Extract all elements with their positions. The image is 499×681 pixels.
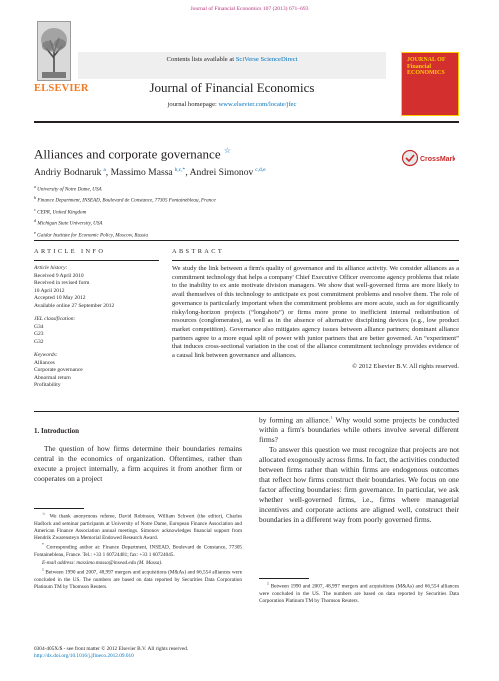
footnotes-left xyxy=(34,508,242,592)
tree-emblem-icon xyxy=(37,21,71,81)
affiliation-text: Michigan State University, USA xyxy=(37,220,103,227)
footnote-ref[interactable]: 1 xyxy=(330,415,333,420)
article-title-text: Alliances and corporate governance xyxy=(34,146,221,162)
author-separator: , xyxy=(185,167,190,179)
jel-code: G23 xyxy=(34,331,44,337)
paragraph-text: by forming an alliance. xyxy=(259,415,331,425)
cover-line-3: ECONOMICS xyxy=(407,70,445,76)
keyword: Abnormal return xyxy=(34,374,71,381)
jel-classification xyxy=(34,316,159,346)
title-footnote-mark[interactable]: ☆ xyxy=(223,146,232,155)
article-history xyxy=(34,265,159,310)
contents-line xyxy=(78,56,386,63)
footnote-text: We thank anonymous referee, David Robinson, William Schwert (the editor), Charles Hadlock and seminar participants at University of Notre Dame, European Finance Association and American Finance Association annual meetings. Simonov acknowledges financial support from Hendrik Zwarensteyn Memorial Endowed Research Award. xyxy=(34,513,243,542)
keywords xyxy=(34,352,159,390)
body-column-right xyxy=(259,413,459,525)
footnote-rule xyxy=(34,508,84,509)
abstract xyxy=(172,265,459,371)
history-line: Received 9 April 2010 xyxy=(34,272,84,279)
history-line: Received in revised form xyxy=(34,280,90,286)
footnote-text[interactable]: E-mail address: massimo.massa@insead.edu (M. Massa). xyxy=(42,559,163,566)
footnote-mark: * xyxy=(42,543,44,548)
jel-label: JEL classification: xyxy=(34,316,76,322)
doi-link[interactable]: http://dx.doi.org/10.1016/j.jfineco.2012.09.010 xyxy=(34,653,134,660)
affiliation-mark: b xyxy=(34,195,37,201)
paragraph-text: Why would some projects be conducted within a firm's boundaries while others involve several different firms? xyxy=(259,415,460,445)
author-affiliation-mark[interactable]: a xyxy=(103,167,106,173)
affiliation xyxy=(34,217,216,228)
history-line: Accepted 10 May 2012 xyxy=(34,295,86,301)
article-title xyxy=(34,146,231,162)
affiliation-mark: c xyxy=(34,206,36,212)
footnote xyxy=(34,560,242,567)
footnote-mark: 1 xyxy=(267,581,269,586)
abstract-bottom-rule xyxy=(34,411,459,412)
keyword: Profitability xyxy=(34,382,61,388)
cover-text xyxy=(407,57,446,77)
footnote-text: Between 1990 and 2007, 48,997 mergers and acquisitions (M&As) and 66,554 alliances were concluded in the US. The numbers are based on data reported by Securities Data Corporation Platinum TM by Thomson Reuters. xyxy=(34,569,243,591)
body-paragraph: To answer this question we must recognize that projects are not allocated exogenously across firms. In fact, the activities conducted between firms rather than within firms are endogenous outcomes that reflect how firms construct their boundaries. We focus on one factor affecting boundaries: firm governance. In particular, we ask whether well-governed firms, i.e., firms where managerial incentives and corporate actions are aligned well, construct their boundaries in a different way from poorly governed firms. xyxy=(259,445,459,525)
footnote-text: Corresponding author at: Finance Department, INSEAD, Boulevard de Constance, 77305 Fontainebleau, France. Tel.: +33 1 60724481; fax: +33 1 60724045. xyxy=(34,545,243,559)
footnotes-right xyxy=(259,578,459,605)
affiliation-mark: e xyxy=(34,229,36,235)
affiliation xyxy=(34,194,216,205)
title-block-rule xyxy=(34,240,459,241)
footnote xyxy=(259,581,459,606)
crossmark-badge[interactable] xyxy=(401,148,455,168)
journal-homepage xyxy=(78,101,386,108)
author-name: Andriy Bodnaruk xyxy=(34,167,102,179)
journal-title: Journal of Financial Economics xyxy=(149,80,315,95)
section-heading: 1. Introduction xyxy=(34,427,79,435)
affiliation-text: Gaidar Institute for Economic Policy, Moscow, Russia xyxy=(37,232,148,239)
affiliation-text: CEPR, United Kingdom xyxy=(37,209,87,216)
running-head: Journal of Financial Economics 107 (2013) 671–693 xyxy=(190,6,309,12)
article-info-rule xyxy=(34,260,159,261)
author-affiliation-mark[interactable]: c,d,e xyxy=(255,167,266,173)
footnote xyxy=(34,567,242,592)
sciencedirect-link[interactable]: SciVerse ScienceDirect xyxy=(235,56,298,63)
author[interactable] xyxy=(34,167,111,178)
masthead-rule xyxy=(34,121,459,123)
abstract-text: We study the link between a firm's quality of governance and its alliance activity. We consider alliances as a commitment technology that helps a company' Chief Executive Officer overcome agency problems that relate to the inability to ex ante motivate division managers. We show that well-governed firms are more likely to avail themselves of this technology to anticipate ex post commitment problems and resolve them. The role of governance is particularly important when the commitment problems are more acute, such as for significantly risky/long-horizon projects (“longshots”) or firms more prone to inefficient internal redistribution of resources (conglomerates), as well as in the absence of alternative disciplining devices (e.g., low product market competition). Governance also mitigates agency issues between alliance partners; dominant alliance partners agree to a more equal split of power with junior partners that are better governed. An “experiment” that induces cross-sectional variation in the cost of the alliance commitment technology provides evidence of a causal link between governance and alliances. xyxy=(172,265,459,360)
affiliation-text: University of Notre Dame, USA xyxy=(37,186,102,193)
keywords-label: Keywords: xyxy=(34,352,58,358)
history-line: Available online 27 September 2012 xyxy=(34,302,115,309)
author-affiliation-mark[interactable]: b,c,* xyxy=(174,167,186,173)
affiliation xyxy=(34,206,216,217)
abstract-heading: ABSTRACT xyxy=(172,248,225,255)
cover-line-1: JOURNAL OF xyxy=(407,57,446,63)
abstract-copyright: © 2012 Elsevier B.V. All rights reserved. xyxy=(352,362,459,370)
publisher-wordmark: ELSEVIER xyxy=(34,83,89,94)
article-info xyxy=(34,265,159,396)
footnote-mark: 1 xyxy=(42,568,44,573)
jel-code: G32 xyxy=(34,338,44,345)
author-list xyxy=(34,167,266,178)
footnote-rule xyxy=(259,578,309,579)
affiliation xyxy=(34,229,216,240)
author-name: Massimo Massa xyxy=(110,167,173,179)
author[interactable] xyxy=(111,167,190,178)
affiliation-text: Finance Department, INSEAD, Boulevard de Constance, 77305 Fontainebleau, France xyxy=(37,198,216,205)
front-matter-notice xyxy=(34,646,242,661)
footnote xyxy=(34,511,242,543)
homepage-link[interactable]: www.elsevier.com/locate/jfec xyxy=(218,101,297,108)
cover-line-2: Financial xyxy=(407,63,432,70)
homepage-prefix: journal homepage: xyxy=(167,101,219,108)
history-line: 10 April 2012 xyxy=(34,287,65,294)
history-label: Article history: xyxy=(34,265,68,271)
abstract-rule xyxy=(172,260,459,261)
footnote xyxy=(34,542,242,559)
body-paragraph xyxy=(259,413,459,445)
keyword: Corporate governance xyxy=(34,367,83,373)
author-separator: , xyxy=(105,167,111,179)
jel-code: G34 xyxy=(34,323,44,330)
affiliation xyxy=(34,183,216,194)
affiliations xyxy=(34,183,216,240)
affiliation-mark: d xyxy=(34,218,37,224)
affiliation-mark: a xyxy=(34,184,36,189)
footnote-text: Between 1990 and 2007, 48,997 mergers and acquisitions (M&As) and 66,554 alliances were concluded in the US. The numbers are based on data reported by Securities Data Corporation Platinum TM by Thomson Reuters. xyxy=(259,583,460,604)
footnote-list xyxy=(34,511,242,592)
keyword: Alliances xyxy=(34,359,55,366)
footnote-mark: ☆ xyxy=(42,511,47,516)
author-name: Andrei Simonov xyxy=(189,167,254,179)
contents-prefix: Contents lists available at xyxy=(166,56,236,63)
footnote-item xyxy=(259,581,459,606)
journal-cover-thumbnail xyxy=(401,52,459,116)
elsevier-logo xyxy=(34,21,89,96)
author[interactable] xyxy=(190,167,266,178)
body-paragraph: The question of how firms determine their boundaries remains central in the economics of organization. Oftentimes, rather than execute a project internally, a firm acquires it from another firm or cooperates on a project xyxy=(34,444,242,483)
article-info-heading: ARTICLE INFO xyxy=(34,248,106,255)
issn-line: 0304-405X/$ - see front matter © 2012 Elsevier B.V. All rights reserved. xyxy=(34,646,189,652)
crossmark-label: CrossMark xyxy=(420,156,455,163)
